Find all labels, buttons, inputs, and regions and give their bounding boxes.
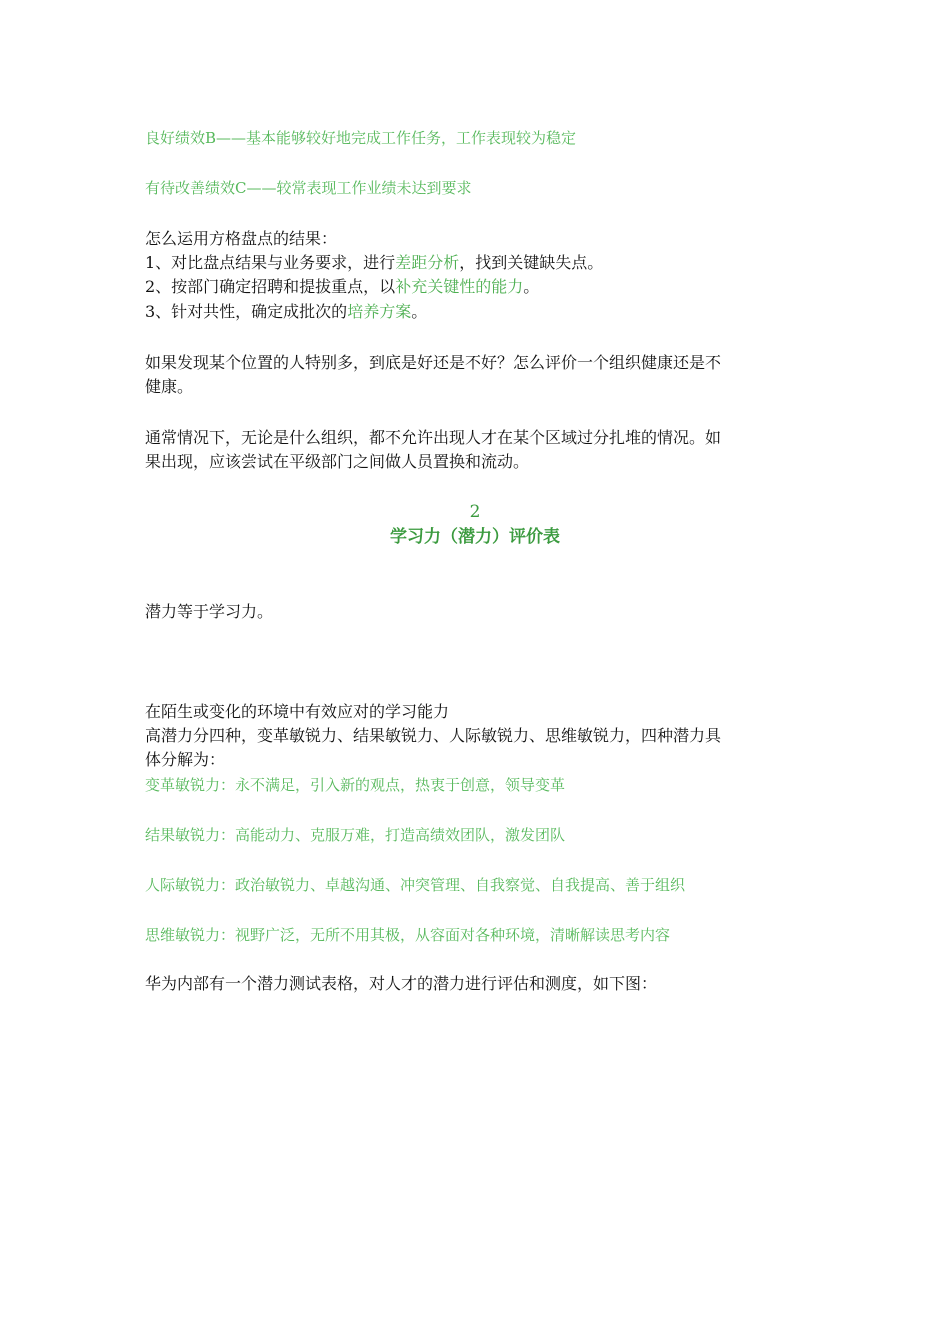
grade-b-text: 良好绩效B——基本能够较好地完成工作任务，工作表现较为稳定 <box>145 129 577 147</box>
potential-definition: 潜力等于学习力。 <box>145 602 274 621</box>
training-plan-link[interactable]: 培养方案 <box>347 302 412 321</box>
section-title: 学习力（潜力）评价表 <box>390 527 560 547</box>
change-agility-text: 变革敏锐力：永不满足，引入新的观点，热衷于创意，领导变革 <box>145 776 566 794</box>
results-agility-text: 结果敏锐力：高能动力、克服万难，打造高绩效团队，激发团队 <box>145 826 566 844</box>
four-types-line-1: 高潜力分四种，变革敏锐力、结果敏锐力、人际敏锐力、思维敏锐力，四种潜力具 <box>145 726 722 745</box>
step-3-suffix: 。 <box>411 302 428 321</box>
step-1 <box>145 251 810 275</box>
four-types-line-2: 体分解为： <box>145 750 226 769</box>
answer-line-2: 果出现，应该尝试在平级部门之间做人员置换和流动。 <box>145 452 530 471</box>
step-1-suffix: ，找到关键缺失点。 <box>459 253 604 272</box>
section-number: 2 <box>469 502 481 522</box>
step-1-prefix: 1、对比盘点结果与业务要求，进行 <box>145 253 396 272</box>
step-3 <box>145 300 810 324</box>
step-3-prefix: 3、针对共性，确定成批次的 <box>145 302 348 321</box>
gap-analysis-link[interactable]: 差距分析 <box>395 253 460 272</box>
step-2-prefix: 2、按部门确定招聘和提拔重点，以 <box>145 277 396 296</box>
answer-line-1: 通常情况下，无论是什么组织，都不允许出现人才在某个区域过分扎堆的情况。如 <box>145 428 722 447</box>
question-line-2: 健康。 <box>145 377 194 396</box>
step-2 <box>145 275 810 299</box>
how-to-title: 怎么运用方格盘点的结果： <box>145 229 338 248</box>
key-capability-link[interactable]: 补充关键性的能力 <box>395 277 524 296</box>
mental-agility-text: 思维敏锐力：视野广泛，无所不用其极，从容面对各种环境，清晰解读思考内容 <box>145 926 671 944</box>
huawei-note: 华为内部有一个潜力测试表格，对人才的潜力进行评估和测度，如下图： <box>145 974 658 993</box>
learning-ability-text: 在陌生或变化的环境中有效应对的学习能力 <box>145 702 450 721</box>
grade-c-text: 有待改善绩效C——较常表现工作业绩未达到要求 <box>145 179 472 197</box>
question-line-1: 如果发现某个位置的人特别多，到底是好还是不好？怎么评价一个组织健康还是不 <box>145 353 722 372</box>
people-agility-text: 人际敏锐力：政治敏锐力、卓越沟通、冲突管理、自我察觉、自我提高、善于组织 <box>145 876 686 894</box>
step-2-suffix: 。 <box>523 277 540 296</box>
